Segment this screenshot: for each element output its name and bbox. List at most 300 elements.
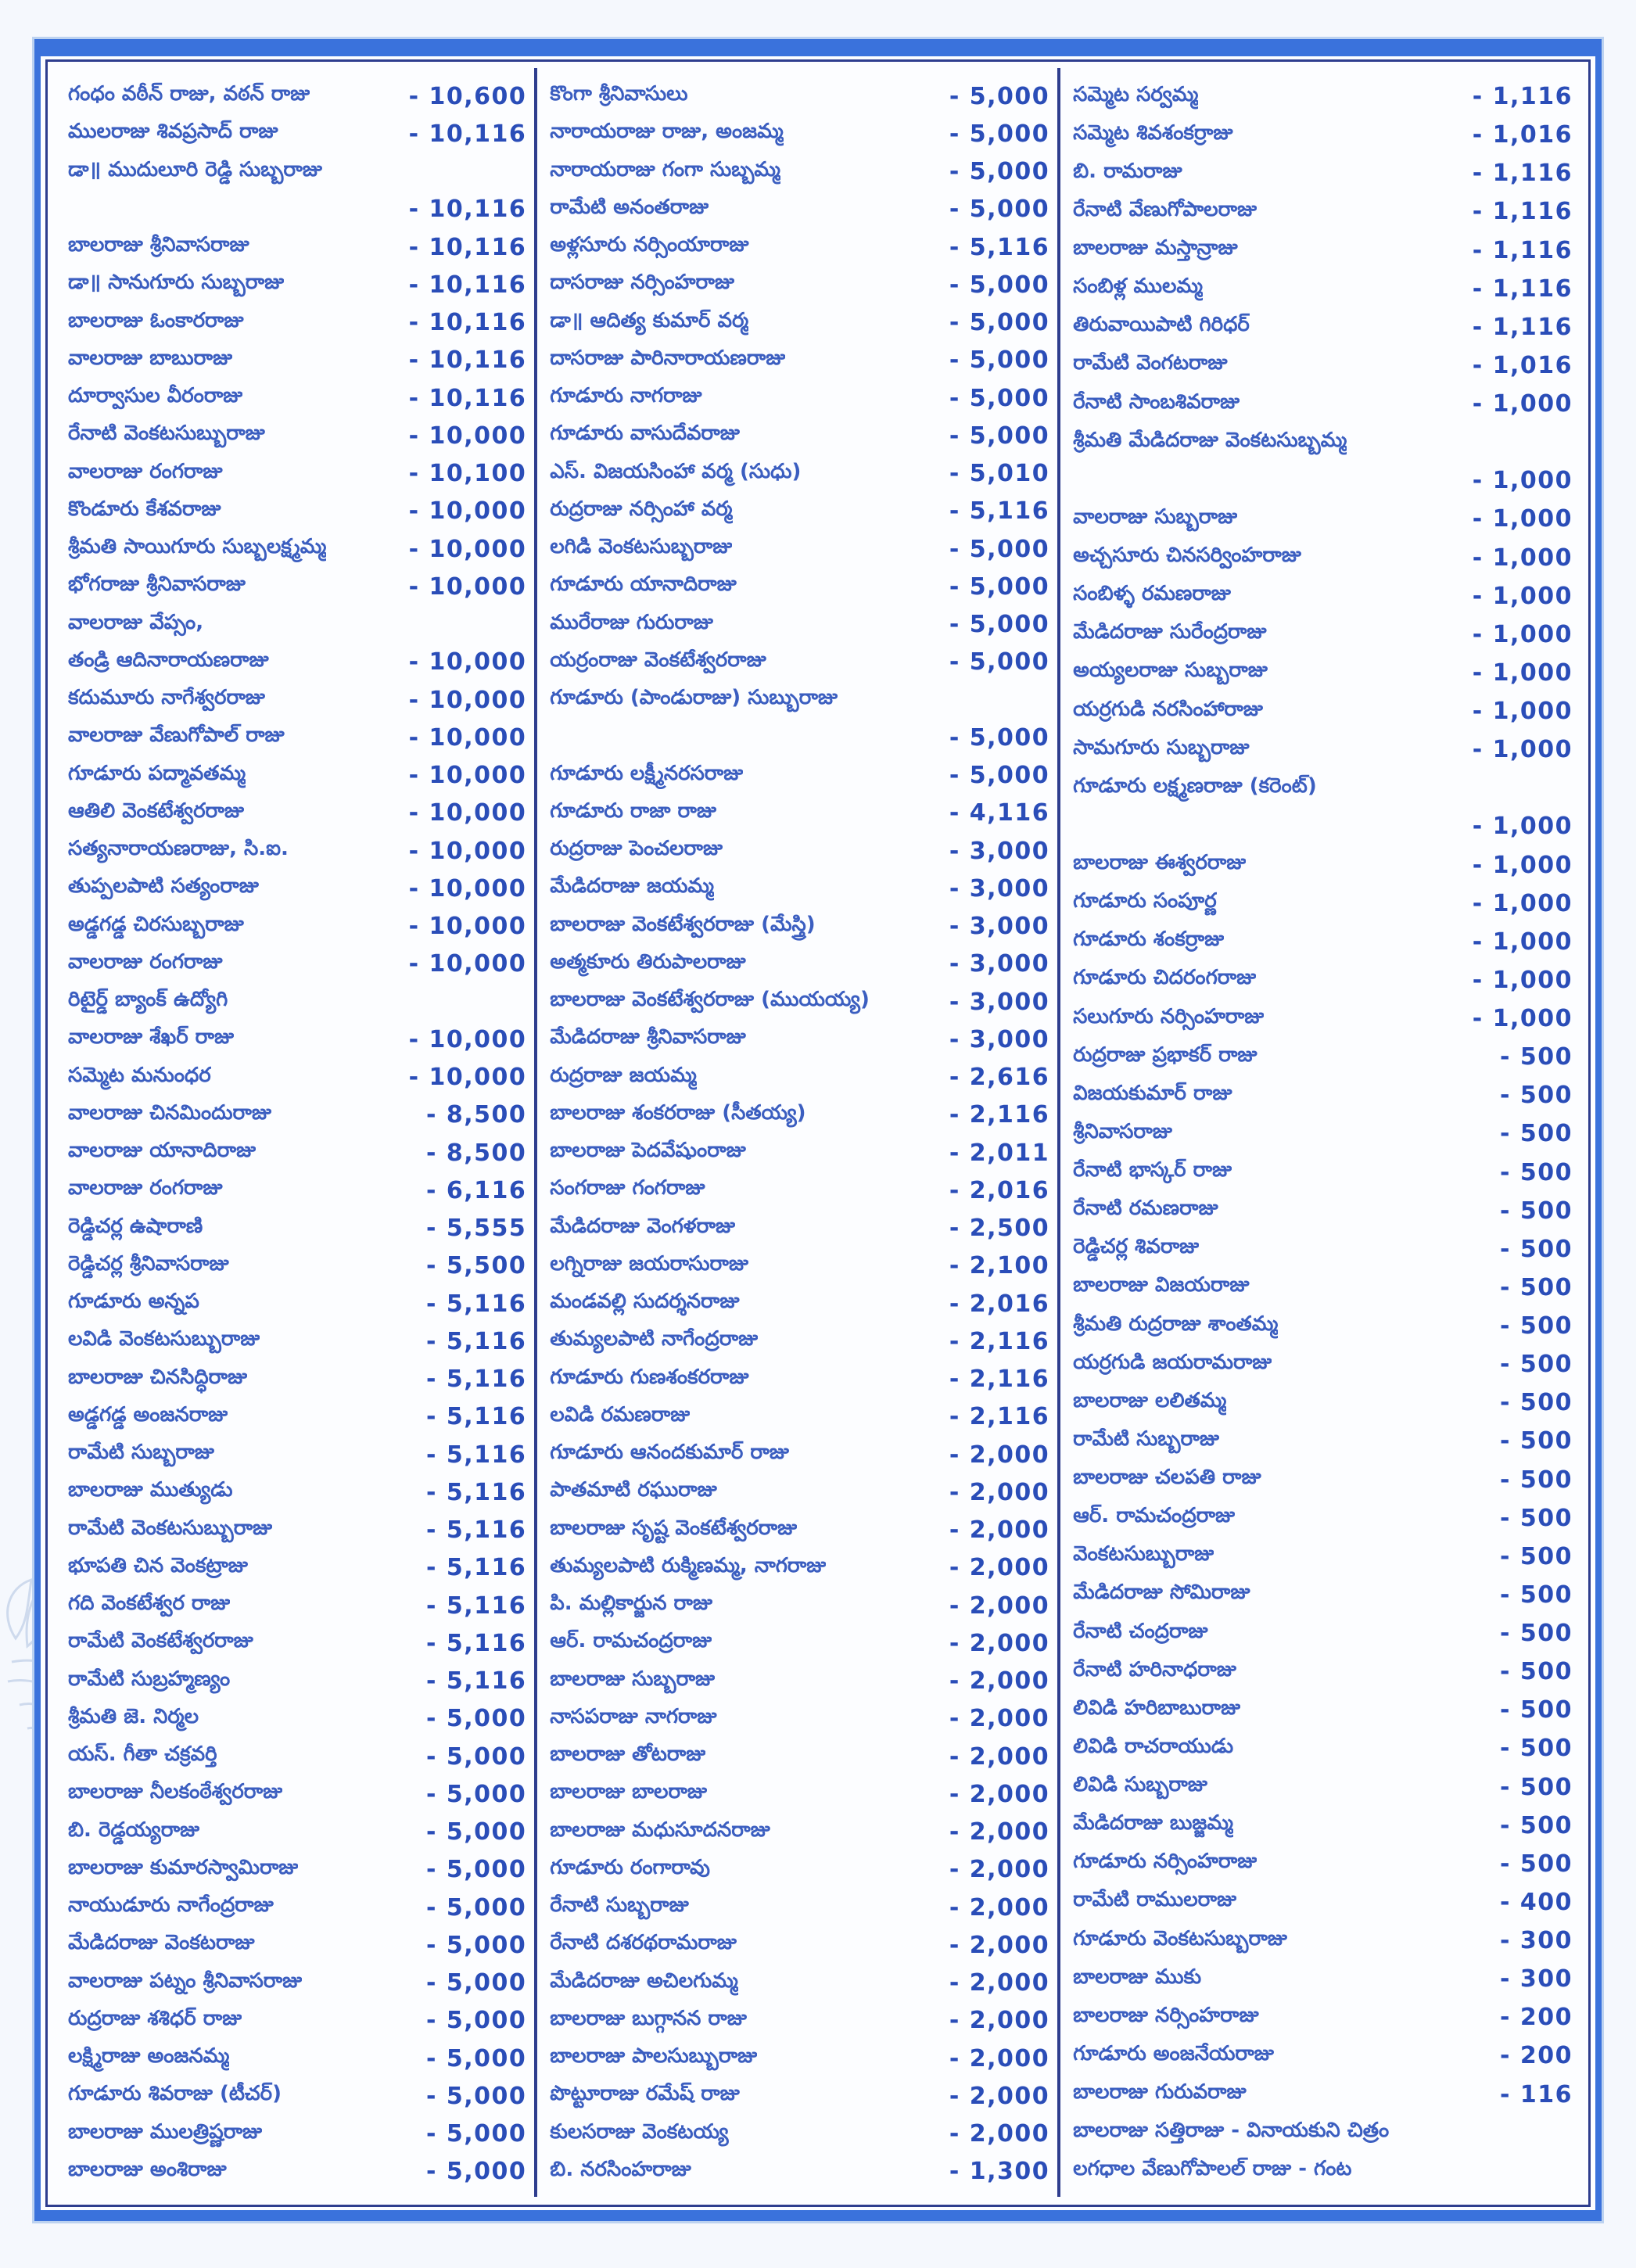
donor-amount: - 5,000 [949, 762, 1050, 790]
donor-name: బాలరాజు సుబ్బరాజు [550, 1667, 716, 1691]
donor-amount: - 10,000 [408, 422, 527, 450]
donor-name: రేనాటి దశరథరామరాజు [550, 1931, 737, 1955]
donor-row [1073, 2037, 1573, 2075]
donor-row [68, 2040, 526, 2077]
donor-row [550, 1889, 1049, 1926]
donor-amount: - 2,000 [949, 1931, 1050, 1959]
donor-name: ఎస్. విజయసింహా వర్మ (సుధు) [550, 459, 802, 483]
donor-row [68, 757, 526, 795]
donor-amount: - 500 [1499, 1235, 1573, 1263]
donor-row [1073, 1076, 1573, 1114]
donor-name: వాలరాజు రంగరాజు [68, 1176, 223, 1200]
donor-row [68, 417, 526, 454]
donor-name: లవిడి వెంకటసుబ్బురాజు [68, 1327, 260, 1351]
donor-amount: - 1,000 [1472, 698, 1573, 726]
donor-row [550, 946, 1049, 983]
donor-amount: - 2,000 [949, 1742, 1050, 1771]
donor-row [1073, 1383, 1573, 1422]
donor-amount: - 500 [1499, 1043, 1573, 1071]
donor-row [550, 379, 1049, 417]
donor-amount: - 5,000 [949, 572, 1050, 601]
donor-name: తుప్పలపాటి సత్యంరాజు [68, 874, 259, 899]
donor-name: బాలరాజు సృష్ట వెంకటేశ్వరరాజు [550, 1516, 798, 1540]
donor-amount: - 3,000 [949, 1025, 1050, 1053]
donor-amount: - 10,000 [408, 572, 527, 601]
donor-row [550, 1512, 1049, 1549]
donor-name: గూడూరు చిదరంగరాజు [1073, 966, 1257, 990]
donor-row [68, 1851, 526, 1889]
donor-amount: - 10,000 [408, 874, 527, 903]
donor-amount: - 10,000 [408, 648, 527, 676]
donor-name: బాలరాజు నీలకంఠేశ్వరరాజు [68, 1780, 283, 1804]
donor-name: సామగూరు సుబ్బరాజు [1073, 735, 1250, 759]
donor-name: రుద్రరాజు జయమ్మ [550, 1063, 697, 1087]
donor-row [1073, 461, 1573, 500]
donor-amount: - 5,000 [426, 2044, 527, 2072]
donor-row [1073, 192, 1573, 231]
donor-name: బాలరాజు శంకరరాజు (సీతయ్య) [550, 1100, 806, 1125]
donor-row [1073, 615, 1573, 654]
donor-name: డా॥ ముదులూరి రెడ్డి సుబ్బరాజు [68, 157, 322, 181]
donor-row [1073, 1845, 1573, 1883]
donor-row [68, 455, 526, 493]
donor-amount: - 1,116 [1472, 83, 1573, 111]
donor-name: బాలరాజు బుగ్గానన రాజు [550, 2006, 747, 2030]
donor-name: రేనాటి చంద్రరాజు [1073, 1619, 1208, 1643]
donor-amount: - 5,116 [426, 1516, 527, 1545]
donor-amount: - 5,000 [949, 158, 1050, 186]
donor-row [68, 1738, 526, 1775]
donor-amount: - 2,000 [949, 1856, 1050, 1884]
donor-name: యర్రగుడి నరసింహారాజు [1073, 697, 1263, 721]
donor-row [550, 115, 1049, 153]
donor-row [68, 493, 526, 530]
donor-amount: - 500 [1499, 1082, 1573, 1110]
donor-name: మేడిదరాజు వెంగళరాజు [550, 1214, 736, 1238]
donor-row [550, 417, 1049, 454]
donor-row [550, 1172, 1049, 1209]
donor-row [68, 1814, 526, 1851]
donor-name: రేనాటి సాంబశివరాజు [1073, 389, 1240, 414]
donor-amount: - 5,116 [426, 1592, 527, 1620]
donor-amount: - 2,000 [949, 1478, 1050, 1506]
donor-row [550, 832, 1049, 870]
donor-amount: - 8,500 [426, 1101, 527, 1129]
donor-row [550, 455, 1049, 493]
donor-row [1073, 923, 1573, 961]
donor-amount: - 500 [1499, 1389, 1573, 1417]
donor-row [68, 228, 526, 266]
donor-name: బాలరాజు వెంకటేశ్వరరాజు (మేస్త్రి) [550, 912, 816, 936]
donor-name: సత్యనారాయణరాజు, సి.ఐ. [68, 837, 289, 861]
donor-amount: - 2,500 [949, 1215, 1050, 1243]
donor-amount: - 500 [1499, 1620, 1573, 1648]
donor-name: మేడిదరాజు సోమిరాజు [1073, 1581, 1250, 1605]
donor-row [1073, 1691, 1573, 1729]
donor-name: యస్. గీతా చక్రవర్తి [68, 1742, 217, 1767]
donor-row [68, 304, 526, 342]
donor-row [550, 1965, 1049, 2002]
donor-row [68, 1775, 526, 1813]
donor-name: బాలరాజు ఈశ్వరరాజు [1073, 851, 1247, 875]
donor-amount: - 5,116 [426, 1629, 527, 1657]
donor-name: బాలరాజు గురువరాజు [1073, 2080, 1247, 2105]
donor-amount: - 300 [1499, 1927, 1573, 1955]
donor-row [68, 115, 526, 153]
donor-name: భోగరాజు శ్రీనివాసరాజు [68, 572, 246, 597]
donor-name: సంగరాజు గంగరాజు [550, 1176, 705, 1200]
donor-name: గూడూరు లక్ష్మీనరసరాజు [550, 761, 744, 785]
donor-name: శ్రీమతి మేడిదరాజు వెంకటసుబ్బమ్మ [1073, 428, 1347, 452]
donor-name: లివిడి రాచరాయుడు [1073, 1734, 1234, 1758]
donor-amount: - 5,000 [949, 271, 1050, 299]
donor-amount: - 2,000 [949, 1554, 1050, 1582]
donor-name: దాసరాజు పారినారాయణరాజు [550, 346, 786, 370]
donor-name: బాలరాజు తోటరాజు [550, 1742, 706, 1767]
donor-row [68, 1436, 526, 1473]
donor-row [1073, 231, 1573, 270]
donor-amount: - 1,016 [1472, 121, 1573, 149]
donor-amount: - 2,100 [949, 1252, 1050, 1280]
donor-row [68, 1624, 526, 1662]
donor-name: శ్రీనివాసరాజు [1073, 1119, 1172, 1143]
donor-row [68, 719, 526, 756]
donor-name: రామేటి వెంకటసుబ్బురాజు [68, 1516, 273, 1540]
donor-name: రెడ్డిచర్ల ఉషారాణి [68, 1214, 203, 1238]
donor-amount: - 200 [1499, 2004, 1573, 2032]
donor-row [68, 1172, 526, 1209]
page-inner-rule [45, 59, 1591, 2207]
donor-name: బాలరాజు ఓంకారరాజు [68, 308, 244, 332]
donor-row [68, 606, 526, 644]
donor-row [68, 1134, 526, 1172]
donor-row [550, 266, 1049, 303]
donor-amount: - 5,116 [426, 1478, 527, 1506]
donor-row [1073, 807, 1573, 845]
donor-row [550, 1926, 1049, 1964]
donor-row [1073, 423, 1573, 461]
donor-amount: - 500 [1499, 1811, 1573, 1839]
donor-amount: - 1,000 [1472, 390, 1573, 418]
donor-name: గంధం వఠీన్ రాజు, వఠన్ రాజు [68, 82, 310, 106]
donor-amount: - 5,500 [426, 1252, 527, 1280]
donor-row [1073, 1807, 1573, 1845]
donor-name: బాలరాజు బాలరాజు [550, 1780, 708, 1804]
donor-amount: - 5,116 [426, 1365, 527, 1394]
donor-column-right [1057, 68, 1580, 2197]
donor-name: గూడూరు వెంకటసుబ్బరాజు [1073, 1926, 1287, 1950]
donor-row [68, 1549, 526, 1587]
donor-name: రేనాటి వేణుగోపాలరాజు [1073, 197, 1257, 221]
donor-name: సమ్మెట శివశంకర్రాజు [1073, 120, 1233, 145]
donor-amount: - 5,000 [949, 723, 1050, 752]
donor-row [1073, 308, 1573, 346]
donor-row [1073, 769, 1573, 807]
donor-amount: - 500 [1499, 1773, 1573, 1801]
donor-row [1073, 539, 1573, 577]
donor-row [68, 568, 526, 605]
donor-row [1073, 1114, 1573, 1153]
donor-row [550, 2115, 1049, 2153]
donor-amount: - 2,000 [949, 1516, 1050, 1545]
donor-row [68, 191, 526, 228]
donor-row [1073, 654, 1573, 692]
donor-name: గూడూరు లక్ష్మణరాజు (కరెంట్) [1073, 773, 1317, 798]
donor-amount: - 400 [1499, 1888, 1573, 1916]
donor-row [68, 77, 526, 115]
donor-name: రుద్రరాజు ప్రభాకర్ రాజు [1073, 1042, 1257, 1067]
donor-name: సలుగూరు నర్సింహరాజు [1073, 1004, 1265, 1028]
donor-row [550, 1247, 1049, 1285]
donor-row [550, 1361, 1049, 1398]
donor-row [1073, 1998, 1573, 2037]
donor-row [1073, 1729, 1573, 1767]
donor-name: అత్మకూరు తిరుపాలరాజు [550, 949, 746, 974]
donor-row [1073, 500, 1573, 538]
donor-name: లివిడి సుబ్బరాజు [1073, 1773, 1207, 1797]
donor-row [550, 493, 1049, 530]
donor-row [550, 1134, 1049, 1172]
donor-row [550, 908, 1049, 946]
donor-amount: - 5,000 [426, 1780, 527, 1808]
donor-name: మేడిదరాజు జయమ్మ [550, 874, 715, 899]
donor-row [68, 946, 526, 983]
donor-name: కొంగా శ్రీనివాసులు [550, 82, 688, 106]
donor-name: రుద్రరాజు నర్సింహా వర్మ [550, 497, 733, 521]
donor-row [1073, 1345, 1573, 1383]
donor-amount: - 500 [1499, 1504, 1573, 1532]
donor-name: బాలరాజు విజయరాజు [1073, 1273, 1250, 1297]
donor-row [1073, 1154, 1573, 1192]
donor-amount: - 5,000 [949, 384, 1050, 412]
donor-row [1073, 961, 1573, 999]
donor-name: రామేటి సుబ్రహ్మణ్యం [68, 1667, 231, 1691]
donor-amount: - 5,000 [949, 196, 1050, 224]
donor-amount: - 2,000 [949, 2044, 1050, 2072]
donor-amount: - 4,116 [949, 799, 1050, 827]
donor-name: దాసరాజు నర్సింహరాజు [550, 271, 735, 295]
donor-row [68, 1210, 526, 1247]
donor-amount: - 10,000 [408, 950, 527, 978]
donor-amount: - 2,011 [949, 1139, 1050, 1167]
donor-name: శ్రీమతి రుద్రరాజు శాంతమ్మ [1073, 1312, 1279, 1336]
donor-name: అళ్లసూరు నర్సింయారాజు [550, 233, 749, 257]
donor-amount: - 1,016 [1472, 351, 1573, 379]
donor-name: అడ్డగడ్డ చిరసుబ్బరాజు [68, 912, 244, 936]
donor-name: రెడ్డిచర్ల శివరాజు [1073, 1235, 1200, 1259]
donor-row [68, 1926, 526, 1964]
donor-amount: - 5,000 [426, 2158, 527, 2186]
donor-name: లగ్నిరాజు జయరాసురాజు [550, 1251, 748, 1276]
donor-row [550, 1851, 1049, 1889]
donor-amount: - 5,000 [426, 1969, 527, 1997]
donor-name: బాలరాజు మస్తాన్రాజు [1073, 236, 1238, 260]
donor-name: దూర్వాసుల వీరంరాజు [68, 384, 243, 408]
donor-name: సమ్మెట మనుంధర [68, 1063, 211, 1087]
donor-row [550, 983, 1049, 1021]
donor-amount: - 10,000 [408, 1064, 527, 1092]
donor-amount: - 5,000 [949, 535, 1050, 563]
donor-name: బాలరాజు మధుసూదనరాజు [550, 1818, 770, 1842]
donor-row [68, 1512, 526, 1549]
donor-row [1073, 885, 1573, 923]
donor-name: బి. రామరాజు [1073, 159, 1182, 183]
donor-amount: - 1,000 [1472, 659, 1573, 687]
donor-amount: - 10,000 [408, 535, 527, 563]
donor-row [1073, 1038, 1573, 1076]
donor-amount: - 1,116 [1472, 236, 1573, 264]
donor-name: బాలరాజు నర్సింహరాజు [1073, 2003, 1259, 2027]
donor-row [550, 1700, 1049, 1738]
donor-row [550, 681, 1049, 719]
donor-amount: - 5,116 [426, 1554, 527, 1582]
donor-row [550, 1587, 1049, 1624]
donor-amount: - 500 [1499, 1158, 1573, 1186]
donor-name: తుమ్యలపాటి రుక్మిణమ్మ, నాగరాజు [550, 1553, 827, 1577]
donor-row [1073, 1461, 1573, 1499]
donor-amount: - 10,100 [408, 460, 527, 488]
donor-name: సమ్మెట సర్వమ్మ [1073, 82, 1199, 106]
donor-amount: - 5,010 [949, 460, 1050, 488]
donor-amount: - 1,000 [1472, 966, 1573, 994]
donor-row [1073, 1576, 1573, 1614]
donor-amount: - 5,000 [949, 422, 1050, 450]
donor-name: బాలరాజు ముకు [1073, 1965, 1202, 1989]
donor-row [1073, 1960, 1573, 1998]
donor-amount: - 2,616 [949, 1064, 1050, 1092]
donor-amount: - 5,000 [949, 120, 1050, 148]
donor-name: బాలరాజు సత్తిరాజు - వినాయకుని చిత్రం [1073, 2119, 1390, 2143]
donor-row [1073, 1499, 1573, 1538]
donor-row [550, 77, 1049, 115]
donor-amount: - 500 [1499, 1351, 1573, 1379]
donor-name: గూడూరు యానాదిరాజు [550, 572, 737, 597]
donor-name: మేడిదరాజు శ్రీనివాసరాజు [550, 1025, 746, 1050]
donor-row [68, 2002, 526, 2040]
donor-amount: - 10,116 [408, 196, 527, 224]
donor-row [68, 832, 526, 870]
donor-amount: - 1,000 [1472, 505, 1573, 533]
donor-amount: - 1,000 [1472, 544, 1573, 572]
donor-row [68, 1322, 526, 1360]
donor-name: బాలరాజు చలపతి రాజు [1073, 1466, 1261, 1490]
donor-row [68, 1700, 526, 1738]
donor-amount: - 5,000 [426, 1893, 527, 1922]
donor-row [1073, 1230, 1573, 1269]
donor-name: పి. మల్లికార్జున రాజు [550, 1592, 713, 1616]
donor-name: ఆర్. రామచంద్రరాజు [550, 1629, 712, 1653]
donor-amount: - 200 [1499, 2042, 1573, 2070]
donor-row [550, 342, 1049, 379]
donor-name: డా॥ ఆదిత్య కుమార్ వర్మ [550, 308, 749, 332]
donor-amount: - 5,000 [426, 2120, 527, 2148]
donor-row [68, 1285, 526, 1322]
donor-amount: - 2,000 [949, 1667, 1050, 1696]
donor-name: బాలరాజు పాలసుబ్బురాజు [550, 2044, 758, 2069]
donor-row [1073, 692, 1573, 730]
donor-name: రామేటి రాములరాజు [1073, 1888, 1237, 1912]
donor-name: రామేటి సుబ్బరాజు [68, 1441, 214, 1465]
donor-amount: - 1,000 [1472, 928, 1573, 956]
donor-name: గూడూరు రంగారావు [550, 1855, 710, 1879]
donor-name: బాలరాజు శ్రీనివాసరాజు [68, 233, 249, 257]
donor-amount: - 3,000 [949, 950, 1050, 978]
donor-row [68, 908, 526, 946]
donor-amount: - 5,116 [426, 1667, 527, 1696]
donor-row [68, 1398, 526, 1436]
donor-amount: - 2,116 [949, 1403, 1050, 1431]
donor-amount: - 1,000 [1472, 620, 1573, 648]
donor-row [550, 1473, 1049, 1511]
donor-name: కొండూరు కేశవరాజు [68, 497, 221, 521]
donor-amount: - 10,600 [408, 82, 527, 110]
donor-name: లగధాల వేణుగోపాలల్ రాజు - గంట [1073, 2157, 1352, 2181]
donor-row [550, 1210, 1049, 1247]
donor-amount: - 2,000 [949, 1629, 1050, 1657]
donor-amount: - 500 [1499, 1120, 1573, 1148]
donor-row [550, 757, 1049, 795]
donor-name: లివిడి హరిబాబురాజు [1073, 1696, 1241, 1720]
donor-amount: - 2,116 [949, 1365, 1050, 1394]
donor-name: వాలరాజు శేఖర్ రాజు [68, 1025, 235, 1050]
donor-amount: - 3,000 [949, 913, 1050, 941]
donor-name: నారాయరాజు రాజు, అంజమ్మ [550, 120, 784, 144]
donor-amount: - 5,000 [426, 1856, 527, 1884]
donor-amount: - 500 [1499, 1581, 1573, 1609]
donor-row [1073, 1269, 1573, 1307]
donor-name: వాలరాజు రంగరాజు [68, 949, 223, 974]
donor-name: పొట్టూరాజు రమేష్ రాజు [550, 2082, 740, 2106]
donor-amount: - 5,116 [426, 1327, 527, 1355]
donor-row [550, 1624, 1049, 1662]
donor-name: అడ్డగడ్డ అంజనరాజు [68, 1402, 228, 1426]
donor-amount: - 1,116 [1472, 198, 1573, 226]
donor-row [550, 1285, 1049, 1322]
donor-name: ములరాజు శివప్రసాద్ రాజు [68, 120, 278, 144]
donor-amount: - 1,116 [1472, 313, 1573, 341]
donor-amount: - 2,000 [949, 2082, 1050, 2110]
donor-amount: - 1,000 [1472, 851, 1573, 879]
donor-row [550, 2153, 1049, 2191]
donor-row [1073, 1768, 1573, 1807]
donor-name: గూడూరు ఆనందకుమార్ రాజు [550, 1441, 789, 1465]
donor-name: రిటైర్డ్ బ్యాంక్ ఉద్యోగి [68, 988, 228, 1012]
donor-name: బి. రెడ్డయ్యరాజు [68, 1818, 200, 1842]
donor-amount: - 5,000 [426, 1705, 527, 1733]
donor-row [68, 1965, 526, 2002]
donor-row [1073, 77, 1573, 116]
donor-name: అచ్చసూరు చినసర్వింహరాజు [1073, 544, 1301, 568]
donor-row [68, 1663, 526, 1700]
donor-amount: - 10,116 [408, 309, 527, 337]
donor-row [1073, 1422, 1573, 1460]
donor-row [550, 1436, 1049, 1473]
donor-row [68, 1473, 526, 1511]
donor-amount: - 5,555 [426, 1215, 527, 1243]
donor-name: రామేటి వెంకటేశ్వరరాజు [68, 1629, 253, 1653]
donor-row [1073, 385, 1573, 423]
donor-row [550, 795, 1049, 832]
donor-amount: - 2,000 [949, 2120, 1050, 2148]
donor-name: వెంకటసుబ్బురాజు [1073, 1542, 1214, 1566]
donor-row [1073, 2114, 1573, 2152]
donor-amount: - 1,116 [1472, 160, 1573, 188]
donor-name: మేడిదరాజు బుజ్జమ్మ [1073, 1811, 1233, 1836]
donor-name: శ్రీమతి జె. నిర్మల [68, 1704, 199, 1728]
donor-name: తుమ్యలపాటి నాగేంద్రరాజు [550, 1327, 759, 1351]
donor-amount: - 10,000 [408, 723, 527, 752]
donor-name: వాలరాజు యానాదిరాజు [68, 1139, 257, 1163]
